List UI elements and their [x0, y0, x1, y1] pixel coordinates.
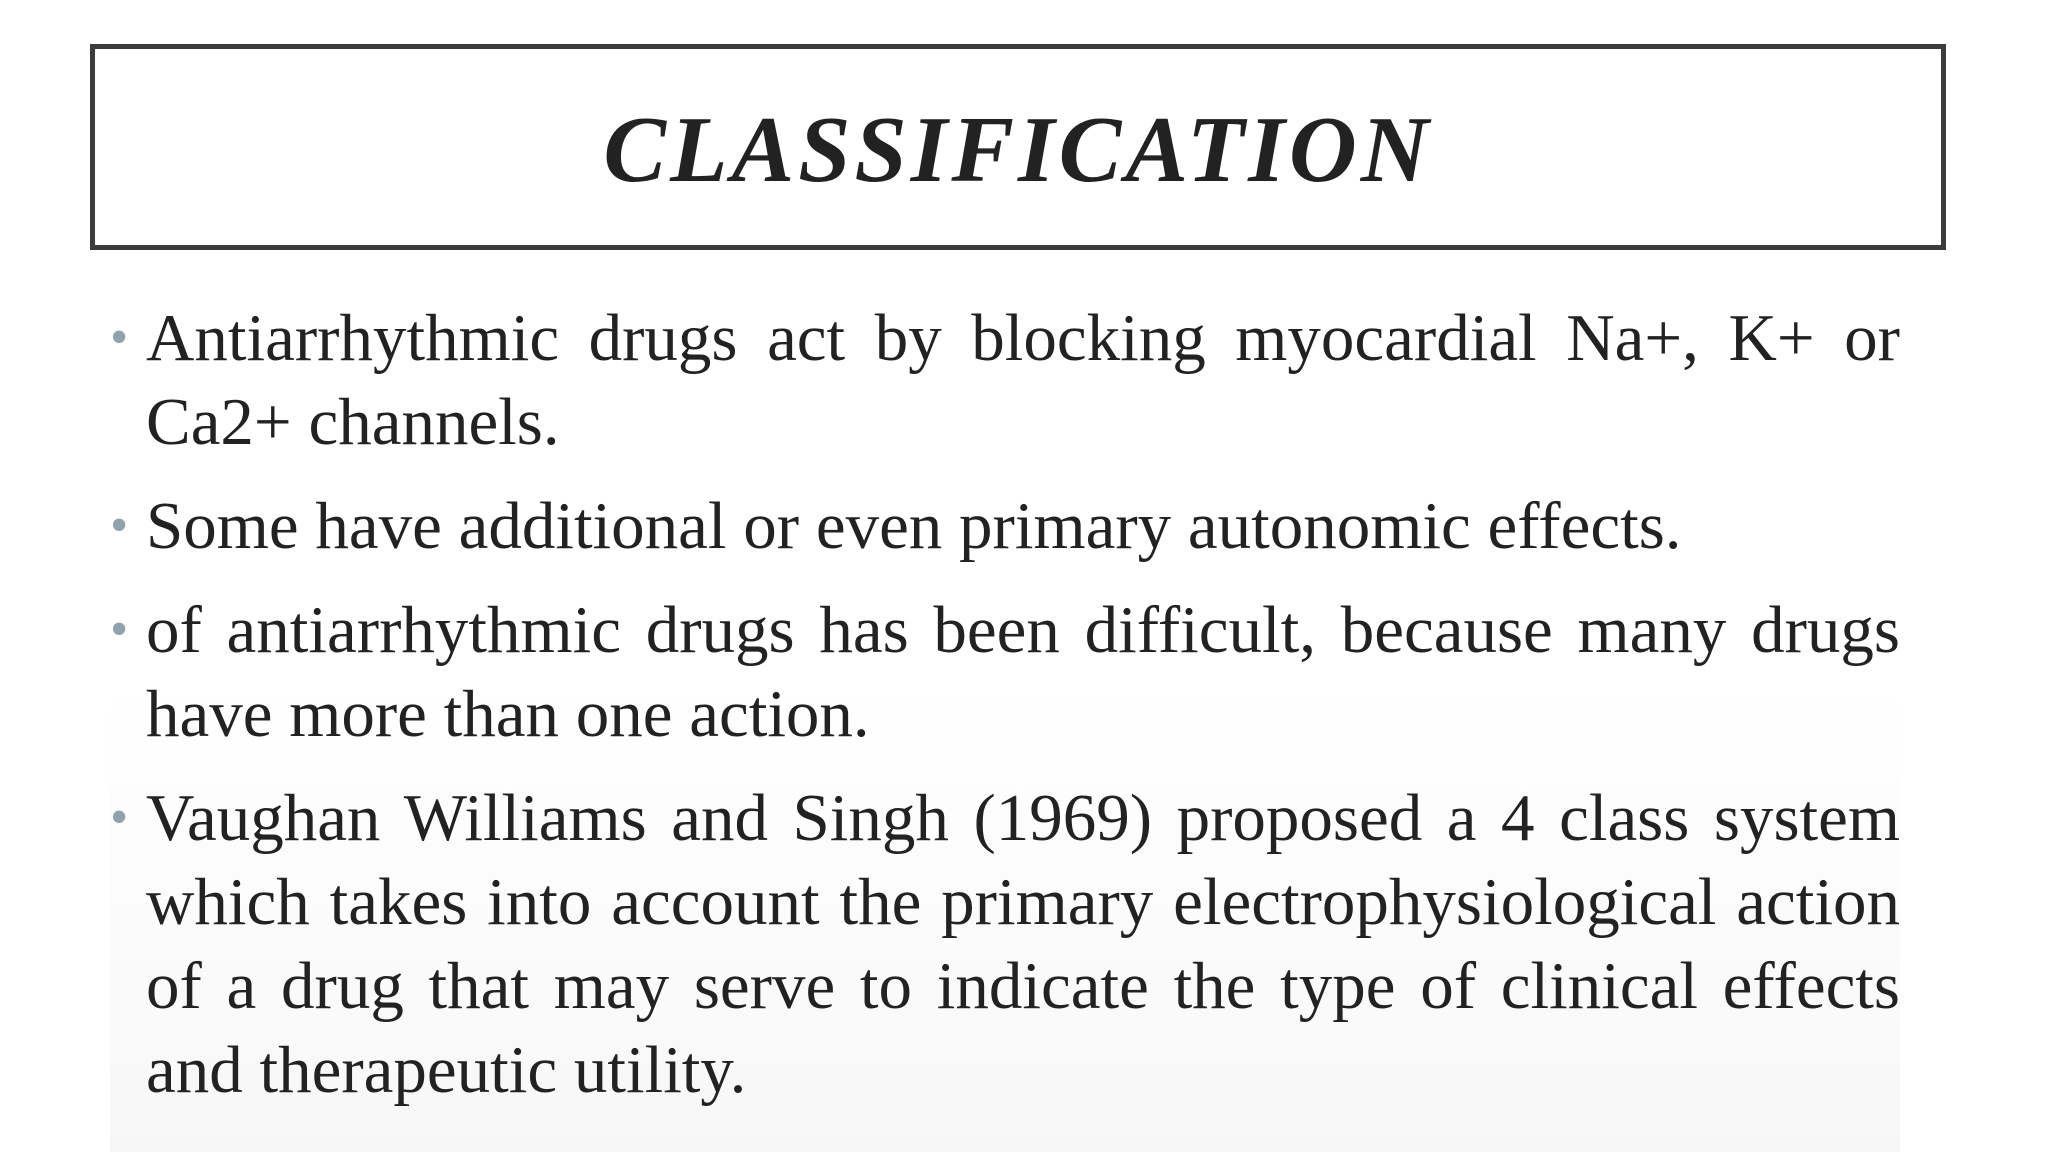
bullet-item: [110, 588, 1900, 756]
bullet-item: [110, 296, 1900, 464]
bullet-dot-icon: •: [110, 601, 129, 658]
bullet-dot-icon: •: [110, 789, 129, 846]
bullet-dot-icon: •: [110, 309, 129, 366]
title-box: [90, 44, 1946, 250]
bullet-text: Some have additional or even primary autonomic effects.: [146, 489, 1682, 563]
slide-title: CLASSIFICATION: [603, 98, 1433, 202]
bullet-text: Antiarrhythmic drugs act by blocking myocardial Na+, K+ or Ca2+ channels.: [146, 301, 1900, 459]
bullet-item: [110, 484, 1900, 568]
bullet-item: [110, 776, 1900, 1112]
bullet-text: of antiarrhythmic drugs has been difficult, because many drugs have more than one action.: [146, 593, 1900, 751]
bullet-text: Vaughan Williams and Singh (1969) proposed a 4 class system which takes into account the primary electrophysiological action of a drug that may serve to indicate the type of clinical effects and therapeutic utility.: [146, 781, 1900, 1107]
bullet-dot-icon: •: [110, 497, 129, 554]
slide-body: [110, 296, 1900, 1152]
bullet-list: [110, 296, 1900, 1112]
